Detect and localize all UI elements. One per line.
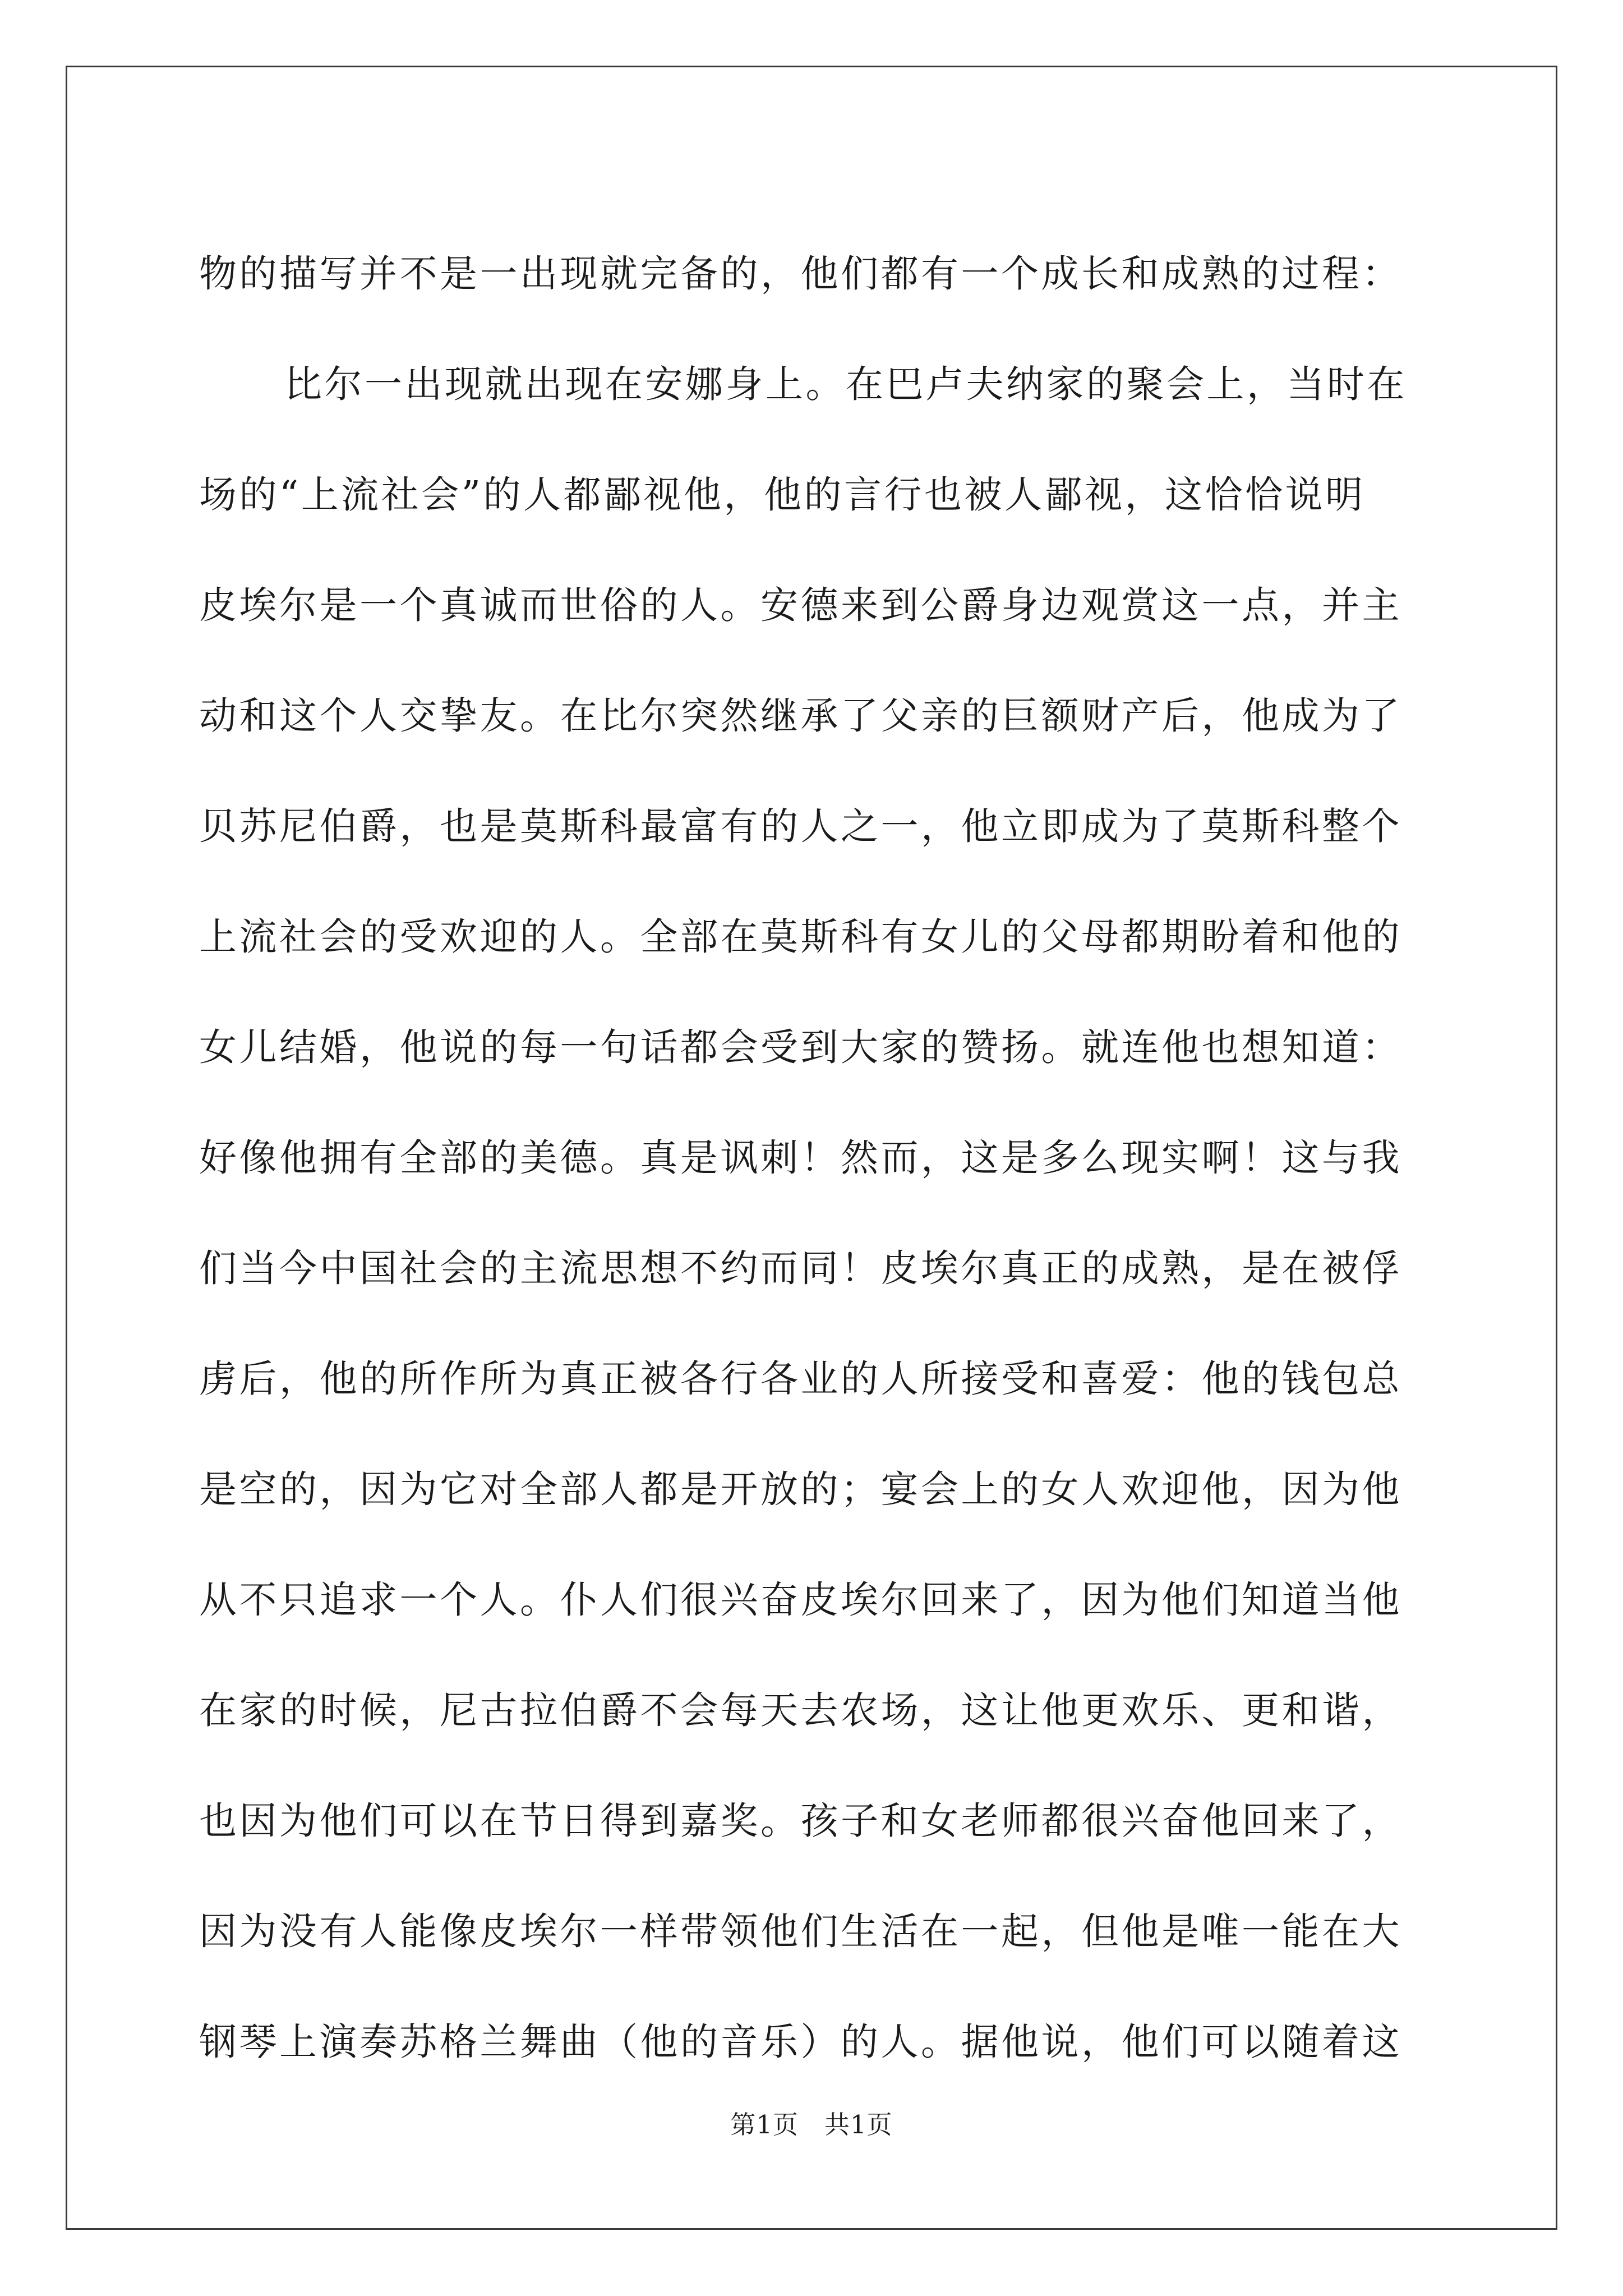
page-footer: 第1页 共1页: [730, 2110, 893, 2139]
text-line: 钢琴上演奏苏格兰舞曲（他的音乐）的人。据他说，他们可以随着这: [199, 2020, 1402, 2064]
text-line: 皮埃尔是一个真诚而世俗的人。安德来到公爵身边观赏这一点，并主: [199, 583, 1402, 627]
text-line: 场的“上流社会”的人都鄙视他，他的言行也被人鄙视，这恰恰说明: [199, 473, 1366, 517]
text-line: 虏后，他的所作所为真正被各行各业的人所接受和喜爱：他的钱包总: [199, 1357, 1402, 1401]
text-line: 物的描写并不是一出现就完备的，他们都有一个成长和成熟的过程：: [199, 252, 1402, 296]
text-line: 好像他拥有全部的美德。真是讽刺！然而，这是多么现实啊！这与我: [199, 1136, 1402, 1180]
text-line: 也因为他们可以在节日得到嘉奖。孩子和女老师都很兴奋他回来了，: [199, 1799, 1402, 1843]
text-line: 女儿结婚，他说的每一句话都会受到大家的赞扬。就连他也想知道：: [199, 1025, 1402, 1069]
text-line: 是空的，因为它对全部人都是开放的；宴会上的女人欢迎他，因为他: [199, 1467, 1402, 1511]
text-line: 比尔一出现就出现在安娜身上。在巴卢夫纳家的聚会上，当时在: [284, 362, 1407, 406]
text-line: 上流社会的受欢迎的人。全部在莫斯科有女儿的父母都期盼着和他的: [199, 915, 1402, 959]
text-line: 在家的时候，尼古拉伯爵不会每天去农场，这让他更欢乐、更和谐，: [199, 1688, 1402, 1732]
text-line: 因为没有人能像皮埃尔一样带领他们生活在一起，但他是唯一能在大: [199, 1910, 1402, 1953]
text-line: 贝苏尼伯爵，也是莫斯科最富有的人之一，他立即成为了莫斯科整个: [199, 804, 1402, 848]
text-line: 从不只追求一个人。仆人们很兴奋皮埃尔回来了，因为他们知道当他: [199, 1578, 1402, 1622]
text-line: 动和这个人交挚友。在比尔突然继承了父亲的巨额财产后，他成为了: [199, 694, 1402, 738]
text-line: 们当今中国社会的主流思想不约而同！皮埃尔真正的成熟，是在被俘: [199, 1246, 1402, 1290]
body-text: [199, 219, 1438, 2097]
